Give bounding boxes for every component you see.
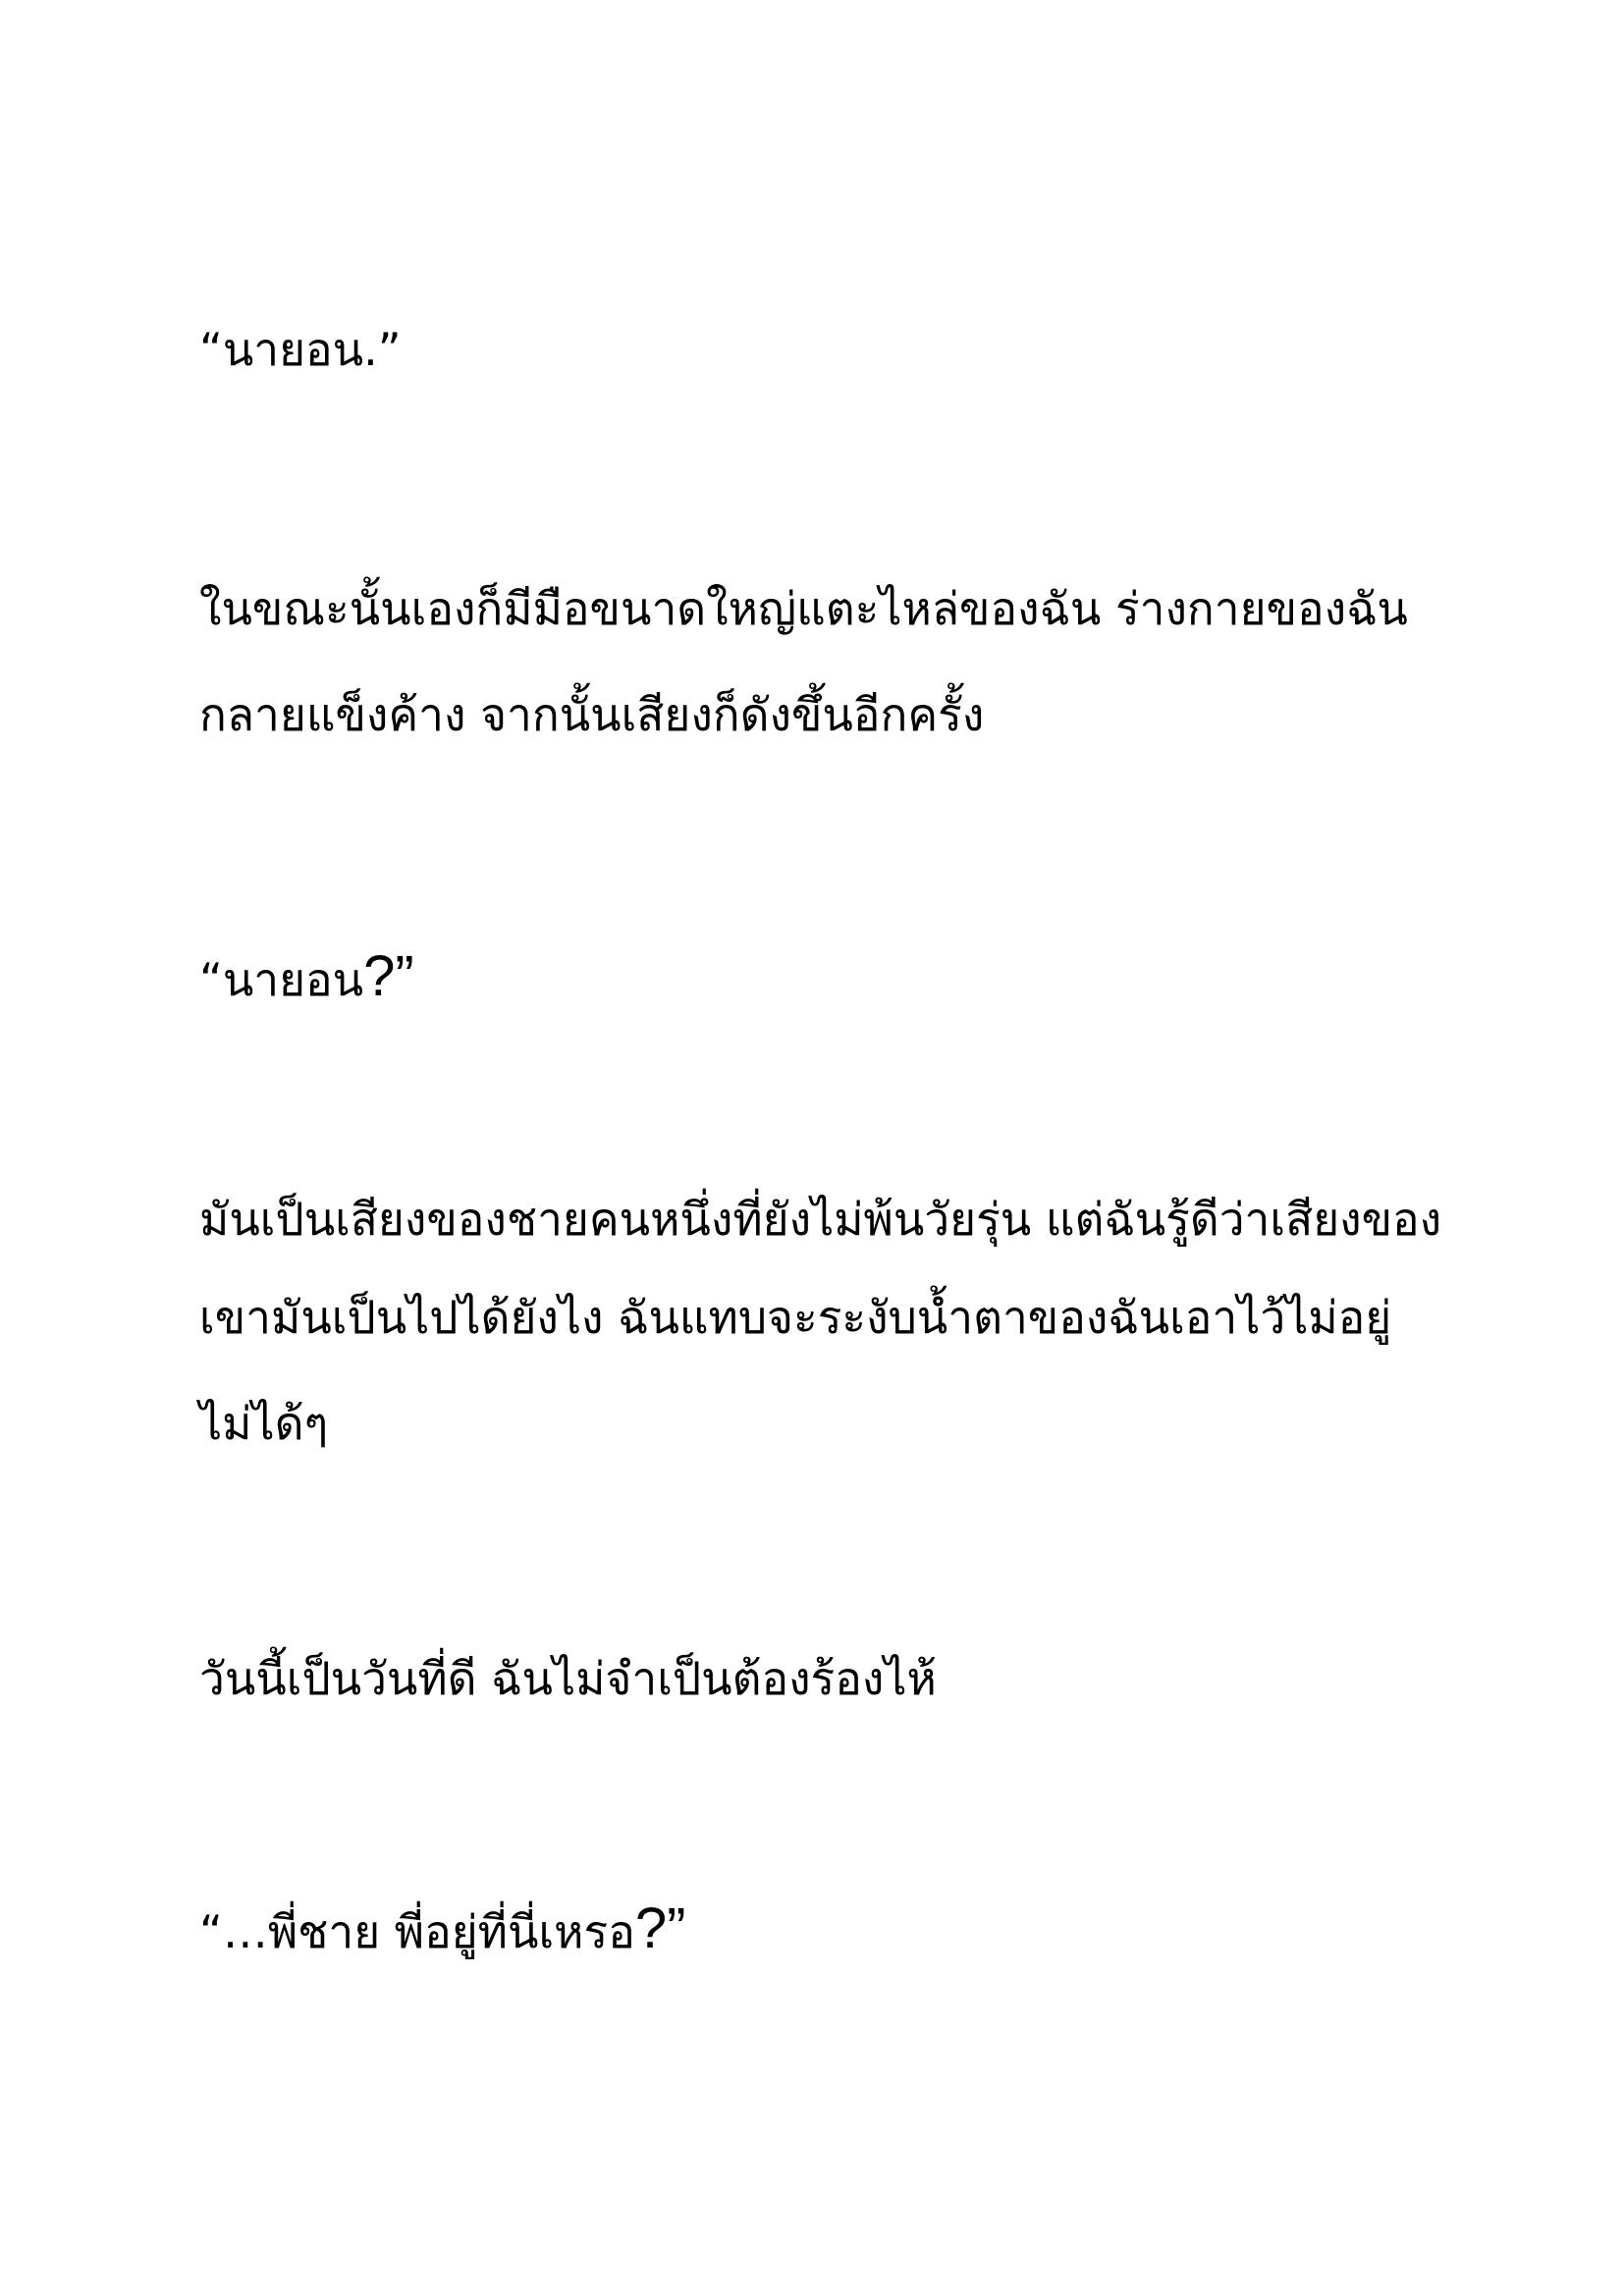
dialogue-text: “นายอน.” <box>199 323 402 376</box>
narration-line <box>199 1288 1391 1347</box>
narration-text: มันเป็นเสียงของชายคนหนึ่งที่ยังไม่พ้นวัยรุ่น แต่ฉันรู้ดีว่าเสียงของ <box>199 1193 1442 1246</box>
dialogue-line <box>199 944 414 1009</box>
dialogue-line <box>199 320 402 379</box>
narration-line <box>199 685 984 744</box>
narration-text: วันนี้เป็นวันที่ดี ฉันไม่จำเป็นต้องร้องไห้ <box>199 1652 937 1705</box>
narration-text: ไม่ได้ๆ <box>199 1397 329 1450</box>
narration-line <box>199 579 1408 638</box>
narration-line <box>199 1394 328 1453</box>
narration-line <box>199 1190 1441 1249</box>
narration-text: กลายแข็งค้าง จากนั้นเสียงก็ดังขึ้นอีกครั้ง <box>199 688 985 741</box>
narration-text: เขามันเป็นไปได้ยังไง ฉันแทบจะระงับน้ำตาของฉันเอาไว้ไม่อยู่ <box>199 1291 1392 1344</box>
dialogue-text: “…พี่ชาย พี่อยู่ที่นี่เหรอ <box>199 1905 635 1958</box>
dialogue-text: “นายอน <box>199 953 364 1006</box>
narration-text: ในขณะนั้นเองก็มีมือขนาดใหญ่แตะไหล่ของฉัน ร่างกายของฉัน <box>199 582 1408 635</box>
question-mark: ?” <box>634 1896 686 1960</box>
narration-line <box>199 1649 937 1708</box>
question-mark: ?” <box>363 944 414 1008</box>
dialogue-line <box>199 1896 686 1961</box>
